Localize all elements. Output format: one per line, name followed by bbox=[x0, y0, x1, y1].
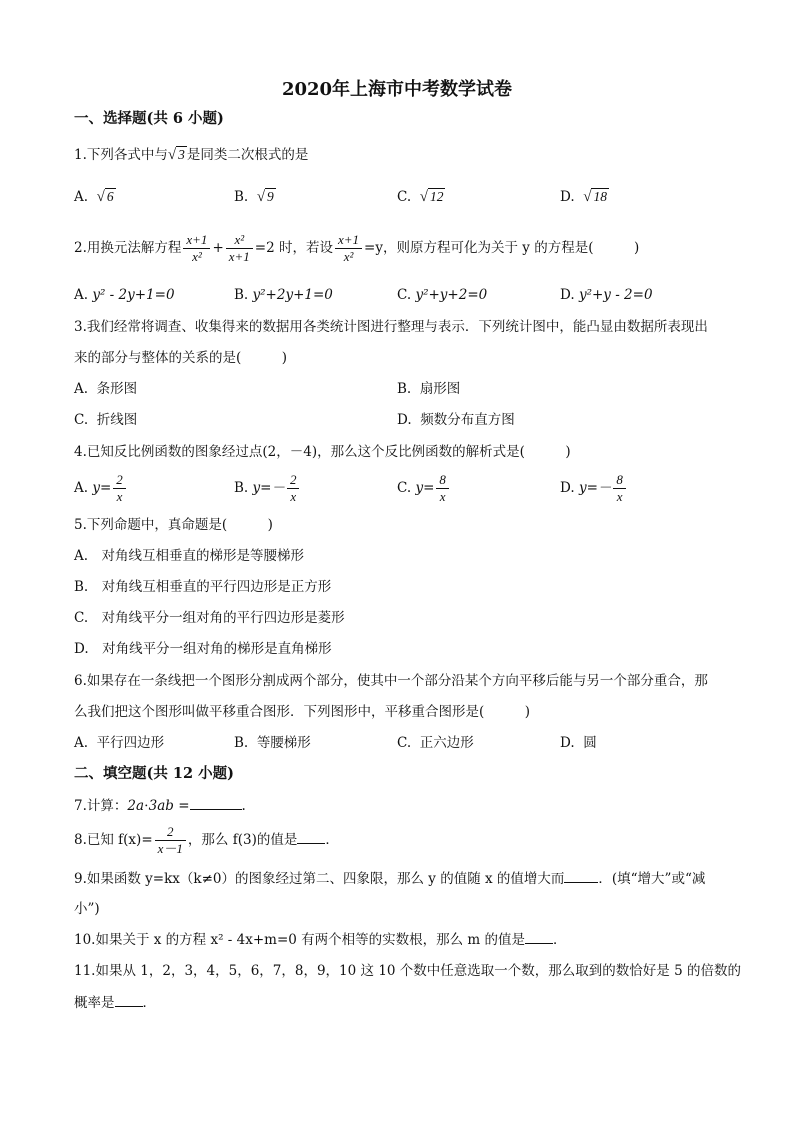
q2-option-c[interactable]: C. y²+y+2=0 bbox=[397, 287, 488, 303]
q4-option-d[interactable]: D. y=－ $\frac{8}{x}$ bbox=[560, 470, 628, 506]
answer-blank[interactable] bbox=[564, 870, 598, 883]
q2-option-a[interactable]: A. y² - 2y+1=0 bbox=[74, 287, 175, 303]
q4-option-b[interactable]: B. y=－ $\frac{2}{x}$ bbox=[234, 470, 301, 506]
q4-option-c[interactable]: C. y= $\frac{8}{x}$ bbox=[397, 470, 451, 506]
question-6-stem-line1: 6.如果存在一条线把一个图形分割成两个部分，使其中一个部分沿某个方向平移后能与另一个部分重合，那 bbox=[74, 673, 708, 689]
q3-option-c[interactable]: C. 折线图 bbox=[74, 412, 138, 428]
q2-option-b[interactable]: B. y²+2y+1=0 bbox=[234, 287, 333, 303]
question-10: 10.如果关于 x 的方程 x² - 4x+m=0 有两个相等的实数根，那么 m 的值是 ． bbox=[74, 932, 567, 948]
q6-option-d[interactable]: D. 圆 bbox=[560, 735, 597, 751]
fraction-1: $\frac{x+1}{\text{x²}}$ bbox=[183, 232, 210, 265]
answer-blank[interactable] bbox=[190, 797, 242, 810]
question-2-stem: 2.用换元法解方程 $\frac{x+1}{\text{x²}}$ + $\frac{\text{x²}}{x+1}$ =2 时，若设 $\frac{x+1}{\text{x²}}$ =y，则原方程可化为关于 y 的方程是( ) bbox=[74, 232, 640, 264]
section-heading-fill: 二、填空题(共 12 小题) bbox=[74, 765, 234, 782]
q5-option-d[interactable]: D. 对角线平分一组对角的梯形是直角梯形 bbox=[74, 641, 332, 657]
q1-option-c[interactable]: C. √ 12 bbox=[397, 189, 444, 205]
question-7: 7.计算：2a⋅3ab = . bbox=[74, 798, 246, 814]
q1-option-b[interactable]: B. √ 9 bbox=[234, 189, 274, 205]
q1-option-d[interactable]: D. √ 18 bbox=[560, 189, 607, 205]
q2-option-d[interactable]: D. y²+y - 2=0 bbox=[560, 287, 653, 303]
q5-option-b[interactable]: B. 对角线互相垂直的平行四边形是正方形 bbox=[74, 579, 332, 595]
question-6-stem-line2: 么我们把这个图形叫做平移重合图形．下列图形中，平移重合图形是( ) bbox=[74, 704, 531, 720]
section-heading-choice: 一、选择题(共 6 小题) bbox=[74, 110, 224, 127]
q1-stem-a: 1.下列各式中与 bbox=[74, 147, 168, 163]
q3-option-b[interactable]: B. 扇形图 bbox=[397, 381, 461, 397]
q5-option-c[interactable]: C. 对角线平分一组对角的平行四边形是菱形 bbox=[74, 610, 345, 626]
q1-stem-b: 是同类二次根式的是 bbox=[186, 147, 309, 163]
question-11-line1: 11.如果从 1，2，3，4，5，6，7，8，9，10 这 10 个数中任意选取一个数，那么取到的数恰好是 5 的倍数的 bbox=[74, 963, 741, 979]
q3-option-a[interactable]: A. 条形图 bbox=[74, 381, 138, 397]
q5-option-a[interactable]: A. 对角线互相垂直的梯形是等腰梯形 bbox=[74, 548, 305, 564]
question-8: 8.已知 f(x)= $\frac{2}{x-1}$ ，那么 f(3)的值是 ． bbox=[74, 824, 339, 856]
sqrt-3: √ 3 bbox=[167, 147, 185, 163]
question-9-line2: 小”) bbox=[74, 901, 100, 917]
fraction-3: $\frac{x+1}{\text{x²}}$ bbox=[335, 232, 362, 265]
question-3-stem-line2: 来的部分与整体的关系的是( ) bbox=[74, 350, 288, 366]
question-4-stem: 4.已知反比例函数的图象经过点(2，－4)，那么这个反比例函数的解析式是( ) bbox=[74, 444, 571, 460]
question-9-line1: 9.如果函数 y=kx（k≠0）的图象经过第二、四象限，那么 y 的值随 x 的值增大而 ．(填“增大”或“减 bbox=[74, 871, 706, 887]
page-title: 2020年上海市中考数学试卷 bbox=[281, 79, 513, 100]
fraction-2: $\frac{\text{x²}}{x+1}$ bbox=[226, 232, 253, 265]
question-11-line2: 概率是 ． bbox=[74, 995, 156, 1011]
q1-option-a[interactable]: A. √ 6 bbox=[74, 189, 114, 205]
question-1-stem bbox=[74, 146, 308, 164]
answer-blank[interactable] bbox=[297, 831, 325, 844]
question-5-stem: 5.下列命题中，真命题是( ) bbox=[74, 517, 273, 533]
answer-blank[interactable] bbox=[525, 931, 553, 944]
q3-option-d[interactable]: D. 频数分布直方图 bbox=[397, 412, 515, 428]
answer-blank[interactable] bbox=[115, 994, 143, 1007]
q6-option-a[interactable]: A. 平行四边形 bbox=[74, 735, 165, 751]
q4-option-a[interactable]: A. y= $\frac{2}{x}$ bbox=[74, 470, 128, 506]
q6-option-c[interactable]: C. 正六边形 bbox=[397, 735, 474, 751]
q6-option-b[interactable]: B. 等腰梯形 bbox=[234, 735, 311, 751]
question-3-stem-line1: 3.我们经常将调查、收集得来的数据用各类统计图进行整理与表示．下列统计图中，能凸显由数据所表现出 bbox=[74, 319, 708, 335]
